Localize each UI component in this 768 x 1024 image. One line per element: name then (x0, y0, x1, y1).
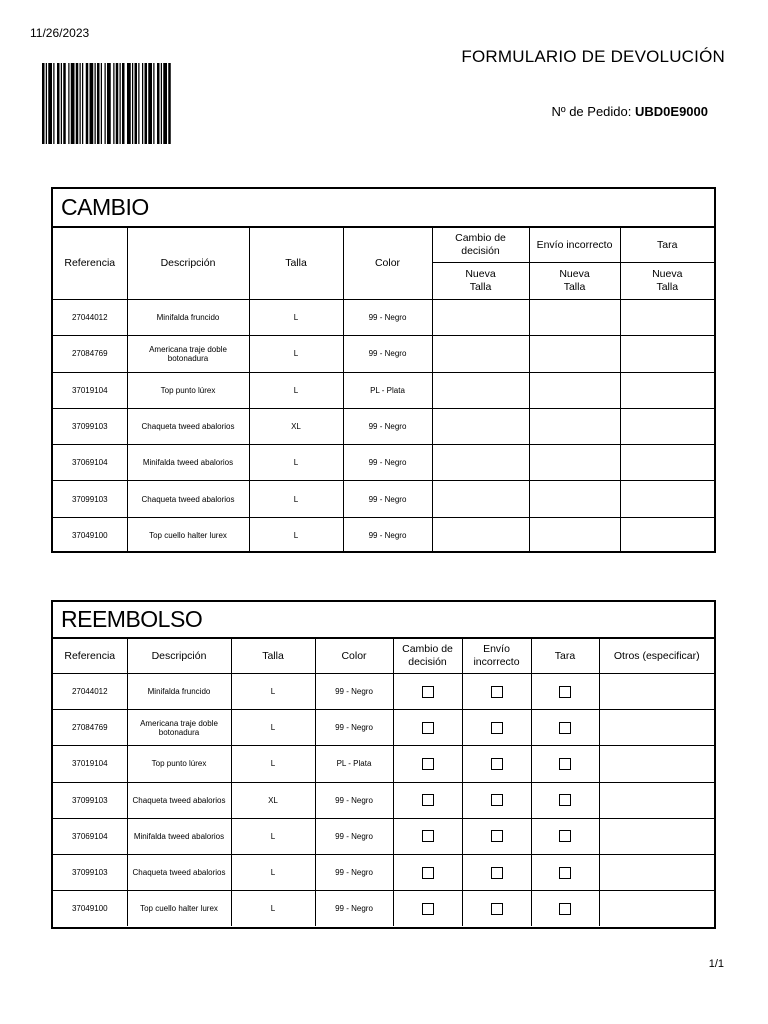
table-row (53, 891, 714, 927)
talla-cell: L (231, 746, 315, 782)
cambio-header-tara: Tara (620, 228, 714, 263)
descripcion-cell: Top cuello halter lurex (127, 891, 231, 927)
reembolso-header-cambio-decision: Cambio de decisión (393, 639, 462, 674)
descripcion-cell: Top cuello halter lurex (127, 517, 249, 553)
cambio-header-descripcion: Descripción (127, 228, 249, 300)
nueva-talla-tara-field[interactable] (620, 408, 714, 444)
reembolso-header-tara: Tara (531, 639, 599, 674)
cambio-decision-cell (393, 818, 462, 854)
cambio-decision-checkbox[interactable] (422, 686, 434, 698)
table-row (53, 818, 714, 854)
descripcion-cell: Chaqueta tweed abalorios (127, 854, 231, 890)
table-row (53, 336, 714, 372)
cambio-decision-cell (393, 710, 462, 746)
descripcion-cell: Top punto lúrex (127, 372, 249, 408)
cambio-decision-checkbox[interactable] (422, 867, 434, 879)
tara-checkbox[interactable] (559, 867, 571, 879)
color-cell: PL - Plata (343, 372, 432, 408)
envio-incorrecto-checkbox[interactable] (491, 758, 503, 770)
table-row (53, 408, 714, 444)
color-cell: 99 - Negro (343, 300, 432, 336)
talla-cell: L (249, 372, 343, 408)
talla-cell: L (231, 854, 315, 890)
talla-cell: L (231, 891, 315, 927)
color-cell: 99 - Negro (343, 481, 432, 517)
color-cell: 99 - Negro (343, 408, 432, 444)
reembolso-header-referencia: Referencia (53, 639, 127, 674)
referencia-cell: 37069104 (53, 445, 127, 481)
table-row (53, 517, 714, 553)
nueva-talla-cambio-decision-field[interactable] (432, 300, 529, 336)
referencia-cell: 37099103 (53, 408, 127, 444)
cambio-header-color: Color (343, 228, 432, 300)
order-barcode (42, 63, 222, 144)
color-cell: 99 - Negro (343, 445, 432, 481)
otros-especificar-field[interactable] (599, 710, 714, 746)
color-cell: 99 - Negro (315, 710, 393, 746)
referencia-cell: 37069104 (53, 818, 127, 854)
descripcion-cell: Minifalda tweed abalorios (127, 818, 231, 854)
referencia-cell: 27084769 (53, 710, 127, 746)
reembolso-header-envio-incorrecto: Envío incorrecto (462, 639, 531, 674)
cambio-decision-cell (393, 891, 462, 927)
color-cell: 99 - Negro (343, 336, 432, 372)
nueva-talla-envio-incorrecto-field[interactable] (529, 481, 620, 517)
talla-cell: XL (231, 782, 315, 818)
cambio-subheader-nueva-talla: Nueva Talla (529, 263, 620, 300)
referencia-cell: 27044012 (53, 674, 127, 710)
table-row (53, 710, 714, 746)
color-cell: 99 - Negro (315, 818, 393, 854)
cambio-header-talla: Talla (249, 228, 343, 300)
nueva-talla-tara-field[interactable] (620, 372, 714, 408)
cambio-subheader-nueva-talla: Nueva Talla (432, 263, 529, 300)
envio-incorrecto-checkbox[interactable] (491, 867, 503, 879)
nueva-talla-cambio-decision-field[interactable] (432, 372, 529, 408)
table-row (53, 746, 714, 782)
order-number-label: Nº de Pedido: (551, 104, 632, 119)
table-row (53, 854, 714, 890)
color-cell: PL - Plata (315, 746, 393, 782)
tara-checkbox[interactable] (559, 686, 571, 698)
nueva-talla-envio-incorrecto-field[interactable] (529, 336, 620, 372)
nueva-talla-tara-field[interactable] (620, 300, 714, 336)
cambio-decision-checkbox[interactable] (422, 903, 434, 915)
otros-especificar-field[interactable] (599, 854, 714, 890)
tara-cell (531, 818, 599, 854)
nueva-talla-envio-incorrecto-field[interactable] (529, 408, 620, 444)
order-number-line (551, 104, 708, 119)
cambio-table (53, 227, 714, 553)
talla-cell: L (231, 818, 315, 854)
talla-cell: L (231, 674, 315, 710)
nueva-talla-envio-incorrecto-field[interactable] (529, 517, 620, 553)
talla-cell: L (249, 517, 343, 553)
nueva-talla-cambio-decision-field[interactable] (432, 481, 529, 517)
descripcion-cell: Americana traje doble botonadura (127, 710, 231, 746)
referencia-cell: 37019104 (53, 372, 127, 408)
envio-incorrecto-cell (462, 891, 531, 927)
tara-checkbox[interactable] (559, 722, 571, 734)
talla-cell: L (249, 445, 343, 481)
tara-cell (531, 746, 599, 782)
descripcion-cell: Minifalda tweed abalorios (127, 445, 249, 481)
descripcion-cell: Americana traje doble botonadura (127, 336, 249, 372)
otros-especificar-field[interactable] (599, 782, 714, 818)
cambio-decision-checkbox[interactable] (422, 758, 434, 770)
nueva-talla-tara-field[interactable] (620, 445, 714, 481)
nueva-talla-tara-field[interactable] (620, 336, 714, 372)
descripcion-cell: Minifalda fruncido (127, 674, 231, 710)
reembolso-title: REEMBOLSO (53, 602, 714, 638)
nueva-talla-cambio-decision-field[interactable] (432, 336, 529, 372)
otros-especificar-field[interactable] (599, 674, 714, 710)
cambio-decision-checkbox[interactable] (422, 830, 434, 842)
tara-cell (531, 891, 599, 927)
color-cell: 99 - Negro (343, 517, 432, 553)
nueva-talla-cambio-decision-field[interactable] (432, 408, 529, 444)
envio-incorrecto-checkbox[interactable] (491, 903, 503, 915)
color-cell: 99 - Negro (315, 674, 393, 710)
envio-incorrecto-cell (462, 854, 531, 890)
page-number: 1/1 (708, 958, 724, 970)
tara-checkbox[interactable] (559, 794, 571, 806)
reembolso-header-otros: Otros (especificar) (599, 639, 714, 674)
envio-incorrecto-cell (462, 818, 531, 854)
cambio-decision-cell (393, 674, 462, 710)
table-row (53, 782, 714, 818)
otros-especificar-field[interactable] (599, 818, 714, 854)
tara-cell (531, 710, 599, 746)
cambio-header-envio-incorrecto: Envío incorrecto (529, 228, 620, 263)
talla-cell: L (249, 481, 343, 517)
nueva-talla-envio-incorrecto-field[interactable] (529, 300, 620, 336)
cambio-decision-checkbox[interactable] (422, 794, 434, 806)
cambio-decision-cell (393, 782, 462, 818)
referencia-cell: 37049100 (53, 891, 127, 927)
referencia-cell: 27084769 (53, 336, 127, 372)
referencia-cell: 27044012 (53, 300, 127, 336)
nueva-talla-envio-incorrecto-field[interactable] (529, 445, 620, 481)
table-row (53, 674, 714, 710)
descripcion-cell: Chaqueta tweed abalorios (127, 481, 249, 517)
talla-cell: L (231, 710, 315, 746)
cambio-title: CAMBIO (53, 189, 714, 227)
document-title: FORMULARIO DE DEVOLUCIÓN (461, 47, 725, 66)
nueva-talla-envio-incorrecto-field[interactable] (529, 372, 620, 408)
tara-cell (531, 854, 599, 890)
cambio-decision-cell (393, 746, 462, 782)
reembolso-section (51, 600, 716, 929)
nueva-talla-tara-field[interactable] (620, 481, 714, 517)
referencia-cell: 37099103 (53, 854, 127, 890)
envio-incorrecto-cell (462, 746, 531, 782)
envio-incorrecto-checkbox[interactable] (491, 686, 503, 698)
table-row (53, 372, 714, 408)
reembolso-header-color: Color (315, 639, 393, 674)
envio-incorrecto-checkbox[interactable] (491, 830, 503, 842)
envio-incorrecto-checkbox[interactable] (491, 794, 503, 806)
reembolso-header-talla: Talla (231, 639, 315, 674)
table-row (53, 300, 714, 336)
talla-cell: XL (249, 408, 343, 444)
referencia-cell: 37019104 (53, 746, 127, 782)
reembolso-table (53, 638, 714, 926)
tara-checkbox[interactable] (559, 903, 571, 915)
otros-especificar-field[interactable] (599, 746, 714, 782)
nueva-talla-cambio-decision-field[interactable] (432, 517, 529, 553)
otros-especificar-field[interactable] (599, 891, 714, 927)
cambio-header-referencia: Referencia (53, 228, 127, 300)
order-number-value: UBD0E9000 (635, 104, 708, 119)
cambio-decision-checkbox[interactable] (422, 722, 434, 734)
envio-incorrecto-checkbox[interactable] (491, 722, 503, 734)
color-cell: 99 - Negro (315, 891, 393, 927)
color-cell: 99 - Negro (315, 854, 393, 890)
envio-incorrecto-cell (462, 710, 531, 746)
cambio-decision-cell (393, 854, 462, 890)
tara-checkbox[interactable] (559, 830, 571, 842)
cambio-subheader-nueva-talla: Nueva Talla (620, 263, 714, 300)
table-row (53, 445, 714, 481)
cambio-header-cambio-decision: Cambio de decisión (432, 228, 529, 263)
descripcion-cell: Minifalda fruncido (127, 300, 249, 336)
cambio-section (51, 187, 716, 553)
referencia-cell: 37049100 (53, 517, 127, 553)
table-row (53, 481, 714, 517)
descripcion-cell: Top punto lúrex (127, 746, 231, 782)
tara-cell (531, 674, 599, 710)
tara-checkbox[interactable] (559, 758, 571, 770)
descripcion-cell: Chaqueta tweed abalorios (127, 408, 249, 444)
envio-incorrecto-cell (462, 674, 531, 710)
envio-incorrecto-cell (462, 782, 531, 818)
referencia-cell: 37099103 (53, 782, 127, 818)
talla-cell: L (249, 336, 343, 372)
descripcion-cell: Chaqueta tweed abalorios (127, 782, 231, 818)
nueva-talla-cambio-decision-field[interactable] (432, 445, 529, 481)
nueva-talla-tara-field[interactable] (620, 517, 714, 553)
reembolso-header-descripcion: Descripción (127, 639, 231, 674)
tara-cell (531, 782, 599, 818)
print-date: 11/26/2023 (30, 26, 90, 40)
color-cell: 99 - Negro (315, 782, 393, 818)
referencia-cell: 37099103 (53, 481, 127, 517)
talla-cell: L (249, 300, 343, 336)
